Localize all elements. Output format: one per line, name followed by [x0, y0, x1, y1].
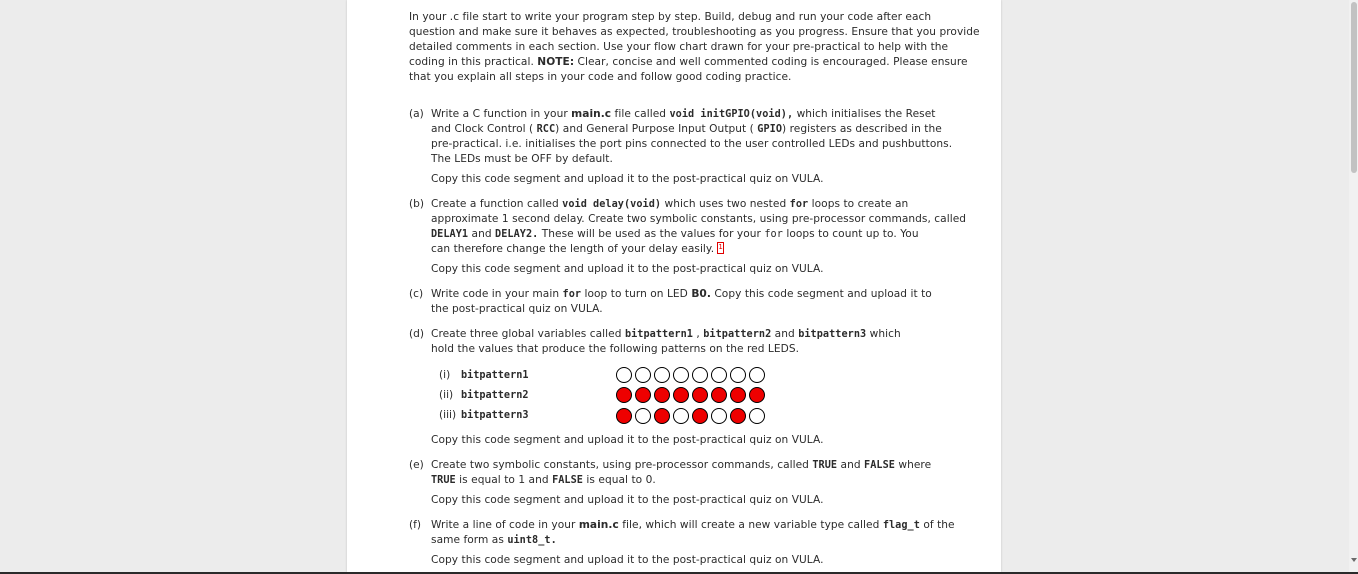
led-off-1-1 [616, 367, 632, 383]
item-a-copy-note: Copy this code segment and upload it to the post-practical quiz on VULA. [431, 173, 824, 185]
pattern-2-name: bitpattern2 [461, 390, 529, 401]
led-on-3-1 [616, 408, 632, 424]
item-f-line-2: same form as uint8_t. [431, 534, 557, 546]
item-d-copy-note: Copy this code segment and upload it to the post-practical quiz on VULA. [431, 434, 824, 446]
pattern-1-label: (i) [439, 369, 451, 381]
item-a-line-3: pre-practical. i.e. initialises the port pins connected to the user controlled LEDs and pushbuttons. [431, 138, 953, 150]
led-off-1-2 [635, 367, 651, 383]
item-b-copy-note: Copy this code segment and upload it to the post-practical quiz on VULA. [431, 263, 824, 275]
led-on-2-8 [749, 387, 765, 403]
intro-line-2: question and make sure it behaves as expected, troubleshooting as you progress. Ensure that you provide [409, 26, 980, 38]
item-b-line-1: Create a function called void delay(void) which uses two nested for loops to create an [431, 198, 909, 210]
item-d-label: (d) [409, 328, 424, 340]
led-off-3-6 [711, 408, 727, 424]
item-c-line-2: the post-practical quiz on VULA. [431, 303, 603, 315]
item-e-label: (e) [409, 459, 424, 471]
led-off-3-2 [635, 408, 651, 424]
led-off-3-4 [673, 408, 689, 424]
led-off-1-5 [692, 367, 708, 383]
pattern-3-name: bitpattern3 [461, 410, 529, 421]
item-c-line-1: Write code in your main for loop to turn on LED B0. Copy this code segment and upload it to [431, 288, 932, 300]
led-off-1-3 [654, 367, 670, 383]
item-b-label: (b) [409, 198, 424, 210]
intro-line-4: coding in this practical. NOTE: Clear, concise and well commented coding is encouraged. Please ensure [409, 56, 968, 68]
led-on-2-4 [673, 387, 689, 403]
footnote-link[interactable]: 1 [717, 242, 724, 254]
led-off-1-8 [749, 367, 765, 383]
item-f-copy-note: Copy this code segment and upload it to the post-practical quiz on VULA. [431, 554, 824, 566]
led-off-1-4 [673, 367, 689, 383]
pattern-3-label: (iii) [439, 409, 457, 421]
led-off-3-8 [749, 408, 765, 424]
pattern-2-leds [616, 387, 765, 403]
pattern-3-leds [616, 408, 765, 424]
intro-line-3: detailed comments in each section. Use your flow chart drawn for your pre-practical to help with the [409, 41, 949, 53]
led-on-2-5 [692, 387, 708, 403]
led-off-1-7 [730, 367, 746, 383]
led-on-2-6 [711, 387, 727, 403]
item-a-line-4: The LEDs must be OFF by default. [431, 153, 613, 165]
item-b-line-4: can therefore change the length of your delay easily. 1 [431, 243, 723, 255]
item-b-line-2: approximate 1 second delay. Create two symbolic constants, using pre-processor commands, called [431, 213, 967, 225]
pattern-2-label: (ii) [439, 389, 454, 401]
scrollbar-thumb[interactable] [1351, 2, 1357, 173]
led-off-1-6 [711, 367, 727, 383]
item-e-copy-note: Copy this code segment and upload it to the post-practical quiz on VULA. [431, 494, 824, 506]
led-on-2-1 [616, 387, 632, 403]
item-b-line-3: DELAY1 and DELAY2. These will be used as the values for your for loops to count up to. You [431, 228, 919, 240]
intro-line-5: that you explain all steps in your code and follow good coding practice. [409, 71, 792, 83]
led-on-2-2 [635, 387, 651, 403]
led-on-2-7 [730, 387, 746, 403]
led-on-3-7 [730, 408, 746, 424]
item-a-line-2: and Clock Control ( RCC) and General Purpose Input Output ( GPIO) registers as described in the [431, 123, 942, 135]
led-on-2-3 [654, 387, 670, 403]
item-a-label: (a) [409, 108, 424, 120]
intro-line-1: In your .c file start to write your program step by step. Build, debug and run your code after each [409, 11, 932, 23]
scroll-down-arrow-icon[interactable] [1351, 558, 1357, 562]
item-e-line-2: TRUE is equal to 1 and FALSE is equal to 0. [431, 474, 656, 486]
pattern-1-name: bitpattern1 [461, 370, 529, 381]
item-f-label: (f) [409, 519, 421, 531]
item-f-line-1: Write a line of code in your main.c file, which will create a new variable type called flag_t of the [431, 519, 955, 531]
led-on-3-3 [654, 408, 670, 424]
led-on-3-5 [692, 408, 708, 424]
item-d-line-1: Create three global variables called bitpattern1 , bitpattern2 and bitpattern3 which [431, 328, 901, 340]
pattern-1-leds [616, 367, 765, 383]
item-d-line-2: hold the values that produce the following patterns on the red LEDS. [431, 343, 800, 355]
item-a-line-1: Write a C function in your main.c file called void initGPIO(void), which initialises the Reset [431, 108, 936, 120]
item-e-line-1: Create two symbolic constants, using pre-processor commands, called TRUE and FALSE where [431, 459, 932, 471]
item-c-label: (c) [409, 288, 424, 300]
